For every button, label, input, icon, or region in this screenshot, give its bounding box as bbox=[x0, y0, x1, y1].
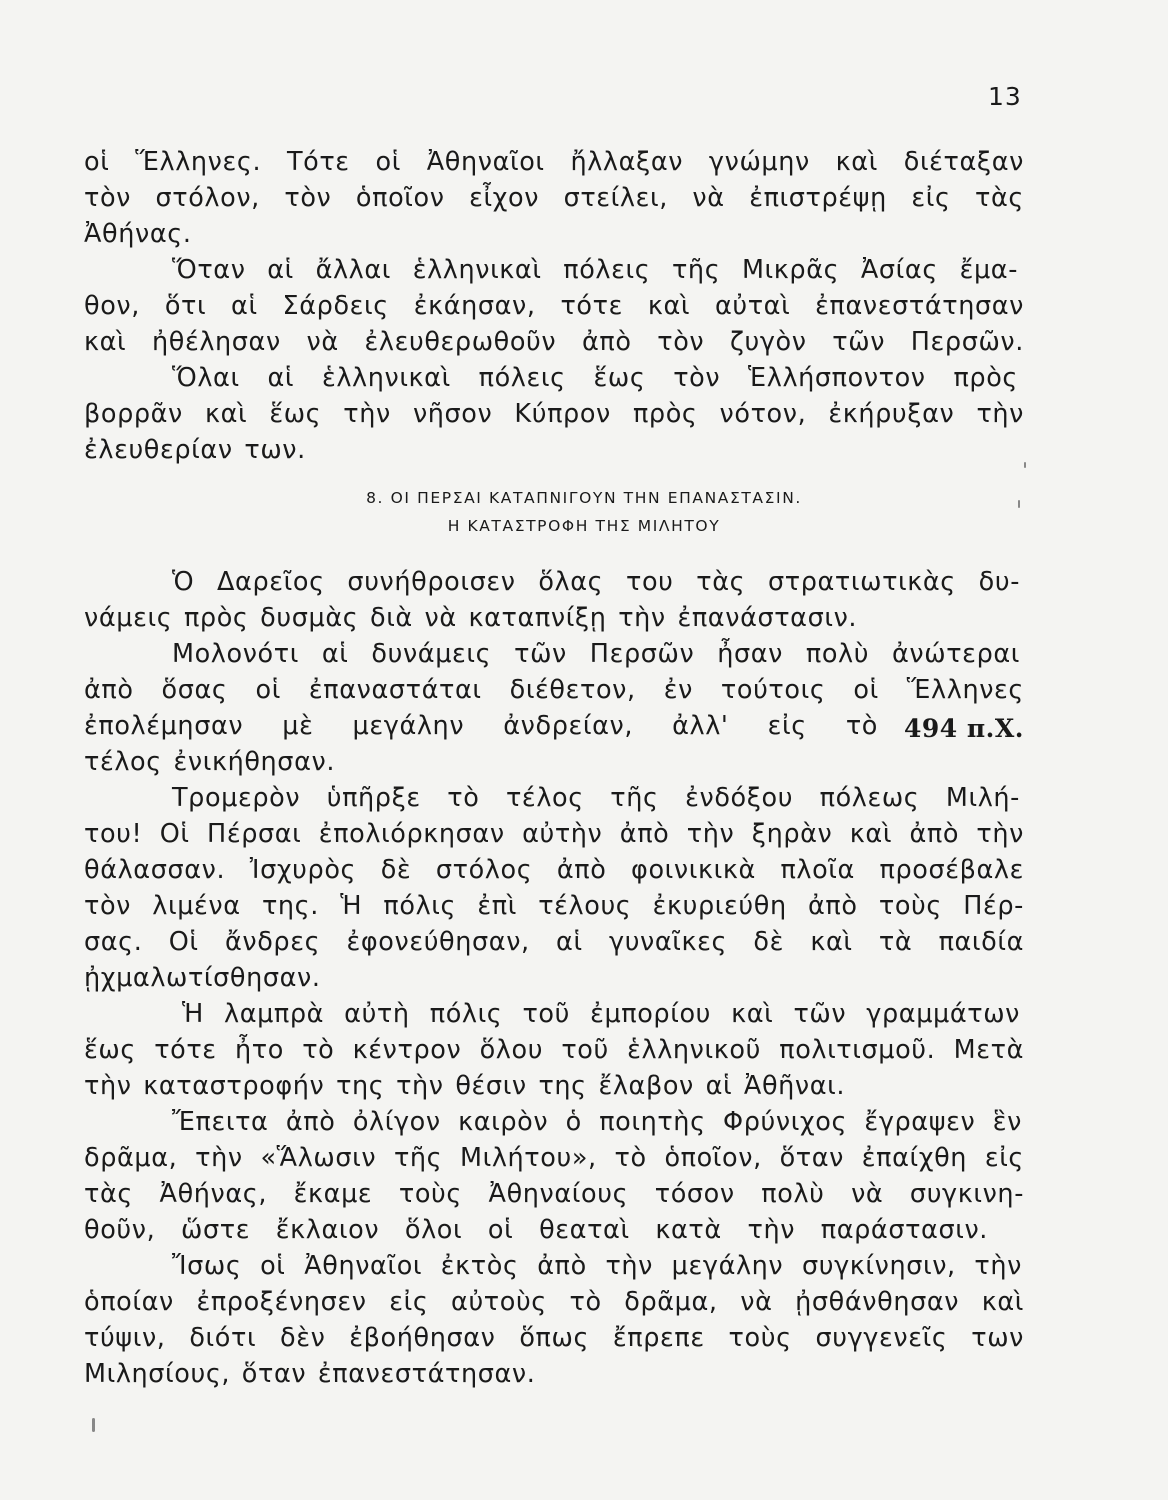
text-line: θον, ὅτι αἱ Σάρδεις ἐκάησαν, τότε καὶ αὐταὶ ἐπανεστάτησαν bbox=[84, 291, 1024, 321]
text-line: Ἡ λαμπρὰ αὐτὴ πόλις τοῦ ἐμπορίου καὶ τῶν γραμμάτων bbox=[182, 999, 1020, 1029]
page-number: 13 bbox=[988, 82, 1022, 111]
text-line: Ἔπειτα ἀπὸ ὀλίγον καιρὸν ὁ ποιητὴς Φρύνιχος ἔγραψεν ἓν bbox=[172, 1107, 1022, 1137]
text-line: ἐλευθερίαν των. bbox=[84, 435, 306, 465]
text-line: Ὁ Δαρεῖος συνήθροισεν ὅλας του τὰς στρατιωτικὰς δυ- bbox=[172, 567, 1020, 597]
text-line: ἐπολέμησαν μὲ μεγάλην ἀνδρείαν, ἀλλ' εἰς τὸ bbox=[84, 711, 878, 741]
text-line: δρᾶμα, τὴν «Ἅλωσιν τῆς Μιλήτου», τὸ ὁποῖον, ὅταν ἐπαίχθη εἰς bbox=[84, 1143, 1024, 1173]
section-heading: 8. ΟΙ ΠΕΡΣΑΙ ΚΑΤΑΠΝΙΓΟΥΝ ΤΗΝ ΕΠΑΝΑΣΤΑΣΙΝ. bbox=[366, 489, 802, 507]
text-line: του! Οἱ Πέρσαι ἐπολιόρκησαν αὐτὴν ἀπὸ τὴν ξηρὰν καὶ ἀπὸ τὴν bbox=[84, 819, 1024, 849]
text-line: τύψιν, διότι δὲν ἐβοήθησαν ὅπως ἔπρεπε τοὺς συγγενεῖς των bbox=[84, 1323, 1024, 1353]
scan-speck bbox=[1024, 462, 1026, 468]
text-line: οἱ Ἕλληνες. Τότε οἱ Ἀθηναῖοι ἤλλαξαν γνώμην καὶ διέταξαν bbox=[84, 147, 1024, 177]
section-subheading: Η ΚΑΤΑΣΤΡΟΦΗ ΤΗΣ ΜΙΛΗΤΟΥ bbox=[447, 517, 721, 535]
text-line: ὁποίαν ἐπροξένησεν εἰς αὐτοὺς τὸ δρᾶμα, νὰ ᾐσθάνθησαν καὶ bbox=[84, 1287, 1024, 1317]
text-line: Τρομερὸν ὑπῆρξε τὸ τέλος τῆς ἐνδόξου πόλεως Μιλή- bbox=[172, 783, 1020, 813]
text-line: νάμεις πρὸς δυσμὰς διὰ νὰ καταπνίξῃ τὴν ἐπανάστασιν. bbox=[84, 603, 858, 633]
text-line: τὸν στόλον, τὸν ὁποῖον εἶχον στείλει, νὰ ἐπιστρέψῃ εἰς τὰς bbox=[84, 183, 1024, 213]
text-line: θάλασσαν. Ἰσχυρὸς δὲ στόλος ἀπὸ φοινικικὰ πλοῖα προσέβαλε bbox=[84, 855, 1024, 885]
scan-speck bbox=[1018, 500, 1020, 508]
text-line: ἕως τότε ἦτο τὸ κέντρον ὅλου τοῦ ἑλληνικοῦ πολιτισμοῦ. Μετὰ bbox=[84, 1035, 1024, 1065]
text-line: Ἴσως οἱ Ἀθηναῖοι ἐκτὸς ἀπὸ τὴν μεγάλην συγκίνησιν, τὴν bbox=[172, 1251, 1022, 1281]
text-line: Ἀθήνας. bbox=[84, 219, 192, 249]
text-line: τὴν καταστροφήν της τὴν θέσιν της ἔλαβον αἱ Ἀθῆναι. bbox=[84, 1071, 846, 1101]
text-line: Μολονότι αἱ δυνάμεις τῶν Περσῶν ἦσαν πολὺ ἀνώτεραι bbox=[172, 639, 1020, 669]
text-line: τὸν λιμένα της. Ἡ πόλις ἐπὶ τέλους ἐκυριεύθη ἀπὸ τοὺς Πέρ- bbox=[84, 891, 1024, 921]
text-line: σας. Οἱ ἄνδρες ἐφονεύθησαν, αἱ γυναῖκες δὲ καὶ τὰ παιδία bbox=[84, 927, 1024, 957]
margin-date-note: 494 π.Χ. bbox=[904, 714, 1024, 743]
text-line: τὰς Ἀθήνας, ἔκαμε τοὺς Ἀθηναίους τόσον πολὺ νὰ συγκινη- bbox=[84, 1179, 1024, 1209]
text-line: θοῦν, ὥστε ἔκλαιον ὅλοι οἱ θεαταὶ κατὰ τὴν παράστασιν. bbox=[84, 1215, 988, 1245]
text-line: ᾐχμαλωτίσθησαν. bbox=[84, 963, 321, 993]
text-line: Μιλησίους, ὅταν ἐπανεστάτησαν. bbox=[84, 1359, 536, 1389]
text-line: βορρᾶν καὶ ἕως τὴν νῆσον Κύπρον πρὸς νότον, ἐκήρυξαν τὴν bbox=[84, 399, 1024, 429]
text-line: καὶ ἠθέλησαν νὰ ἐλευθερωθοῦν ἀπὸ τὸν ζυγὸν τῶν Περσῶν. bbox=[84, 327, 1024, 357]
text-line: Ὅταν αἱ ἄλλαι ἑλληνικαὶ πόλεις τῆς Μικρᾶς Ἀσίας ἔμα- bbox=[172, 255, 1018, 285]
text-line: ἀπὸ ὅσας οἱ ἐπαναστάται διέθετον, ἐν τούτοις οἱ Ἕλληνες bbox=[84, 675, 1024, 705]
text-line: Ὅλαι αἱ ἑλληνικαὶ πόλεις ἕως τὸν Ἑλλήσποντον πρὸς bbox=[172, 363, 1018, 393]
scan-speck bbox=[92, 1418, 95, 1432]
text-line: τέλος ἐνικήθησαν. bbox=[84, 747, 336, 777]
